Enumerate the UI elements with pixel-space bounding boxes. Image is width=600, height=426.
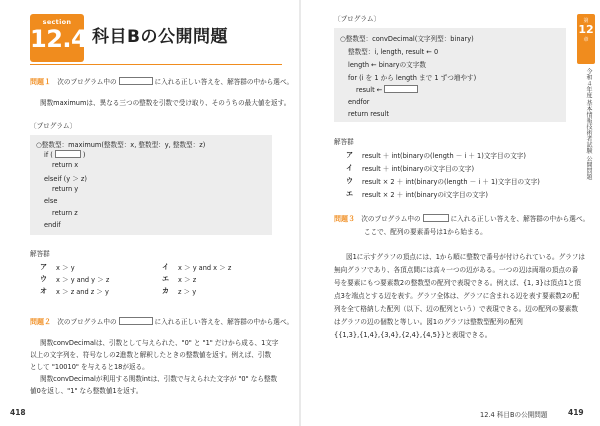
q2-para-line: 関数convDecimalが利用する関数intは、引数で与えられた文字が "0" なら整数	[40, 375, 278, 383]
code-line: for (i を 1 から length まで 1 ずつ増やす)	[348, 74, 477, 82]
code-line: length ← binaryの文字数	[348, 61, 426, 69]
option-key: カ	[162, 287, 169, 295]
q1-description: 関数maximumは、異なる三つの整数を引数で受け取り、そのうちの最大値を返す。	[40, 99, 291, 107]
code-line: 整数型：i, length, result ← 0	[348, 48, 439, 56]
option-value: result × 2 ＋ int(binaryのi文字目の文字)	[362, 191, 488, 199]
code-line: ○整数型：maximum(整数型：x, 整数型：y, 整数型：z)	[36, 141, 206, 149]
option-key: エ	[346, 190, 353, 198]
q2-code-block	[334, 28, 566, 122]
chapter-tab	[577, 14, 595, 64]
code-line: elseif (y ＞ z)	[44, 175, 87, 183]
option-value: result ＋ int(binaryのi文字目の文字)	[362, 165, 475, 173]
q3-prompt: 問題３ 次のプログラム中の に入れる正しい答えを、解答群の中から選べ。	[334, 215, 590, 223]
code-line: endif	[44, 221, 61, 229]
answer-blank	[119, 77, 153, 85]
code-line: return z	[52, 209, 78, 217]
section-badge	[30, 14, 88, 62]
option-value: x ＞ z and z ＞ y	[56, 288, 109, 296]
q3-para-line: {{1,3},{1,4},{3,4},{2,4},{4,5}}と表現できる。	[334, 331, 492, 339]
program-label: 〔プログラム〕	[334, 15, 381, 23]
code-line: return y	[52, 185, 79, 193]
q2-label: 問題２	[30, 318, 51, 326]
option-key: ウ	[346, 177, 353, 185]
section-rule	[30, 64, 282, 65]
page-number-left: 418	[10, 408, 26, 417]
code-line: return x	[52, 161, 79, 169]
q3-para-line: 図1に示すグラフの頂点には、1から順に整数で番号が付けられている。グラフは	[346, 253, 585, 261]
answers-label: 解答群	[334, 138, 354, 146]
q1-program-label: 〔プログラム〕	[30, 122, 77, 130]
option-value: x ＞ y and x ＞ z	[178, 264, 232, 272]
option-value: result ＋ int(binaryの(length － i ＋ 1)文字目の文字)	[362, 152, 526, 160]
answer-blank	[384, 85, 418, 93]
right-page	[300, 0, 600, 426]
option-key: ア	[40, 263, 47, 271]
q3-para-line: 無向グラフであり、各頂点間には高々一つの辺がある。一つの辺は両端の頂点の番	[334, 266, 579, 274]
option-value: result × 2 ＋ int(binaryの(length － i ＋ 1)文字目の文字)	[362, 178, 540, 186]
option-key: ウ	[40, 275, 47, 283]
option-key: ア	[346, 151, 353, 159]
code-line: ○整数型：convDecimal(文字列型：binary)	[340, 35, 474, 43]
code-line: if ( )	[44, 151, 86, 159]
option-value: x ＞ y and y ＞ z	[56, 276, 110, 284]
q2-para-line: として "10010" を与えると18が返る。	[30, 363, 149, 371]
code-line: else	[44, 197, 58, 205]
section-number: 12.4	[30, 25, 88, 53]
q3-para-line: 点3を端点とする辺を表す。グラフ全体は、グラフに含まれる辺を表す要素数2の配	[334, 292, 580, 300]
option-value: x ＞ y	[56, 264, 75, 272]
q1-answers-label: 解答群	[30, 250, 50, 258]
answer-blank	[119, 317, 153, 325]
answer-blank	[423, 214, 449, 222]
q1-prompt: 問題１ 次のプログラム中の に入れる正しい答えを、解答群の中から選べ。	[30, 78, 294, 86]
option-key: イ	[346, 164, 353, 172]
page-number-right: 419	[568, 408, 584, 417]
q1-code-block	[30, 135, 272, 235]
option-value: x ＞ z	[178, 276, 197, 284]
q2-para-line: 以上の文字列を、符号なしの2進数と解釈したときの整数値を返す。例えば、引数	[30, 351, 272, 359]
chapter-tab-prefix: 第	[583, 18, 589, 24]
section-title: 科目Bの公開問題	[92, 27, 228, 47]
q2-para-line: 関数convDecimalは、引数として与えられた、"0" と "1" だけから成る、1文字	[40, 339, 279, 347]
option-key: エ	[162, 275, 169, 283]
answer-blank	[55, 150, 81, 158]
q3-label: 問題３	[334, 215, 355, 223]
running-footer-title: 12.4 科目Bの公開問題	[480, 411, 548, 419]
chapter-side-title: 令和４年度 基本情報技術者試験 公開問題	[585, 68, 592, 180]
chapter-number: 12	[578, 23, 594, 36]
option-value: z ＞ y	[178, 288, 197, 296]
q2-prompt: 問題２ 次のプログラム中の に入れる正しい答えを、解答群の中から選べ。	[30, 318, 294, 326]
q3-para-line: 列を全て格納した配列（以下、辺の配列という）で表現できる。辺の配列の要素数	[334, 305, 578, 313]
section-label: section	[42, 18, 72, 26]
code-line: return result	[348, 110, 389, 118]
q3-note: ここで、配列の要素番号は1から始まる。	[364, 228, 487, 236]
option-key: イ	[162, 263, 169, 271]
q1-label: 問題１	[30, 78, 51, 86]
q3-para-line: はグラフの辺の個数と等しい。図1のグラフは整数型配列の配列	[334, 318, 523, 326]
q2-para-line: 値0を返し、"1" なら整数値1を返す。	[30, 387, 143, 395]
chapter-tab-suffix: 章	[583, 37, 589, 43]
q3-para-line: 号を要素にもつ要素数2の整数型の配列で表現できる。例えば、{1, 3}は頂点1と頂	[334, 279, 581, 287]
option-key: オ	[40, 287, 47, 295]
code-line: endfor	[348, 98, 370, 106]
code-line: result ←	[356, 85, 420, 94]
